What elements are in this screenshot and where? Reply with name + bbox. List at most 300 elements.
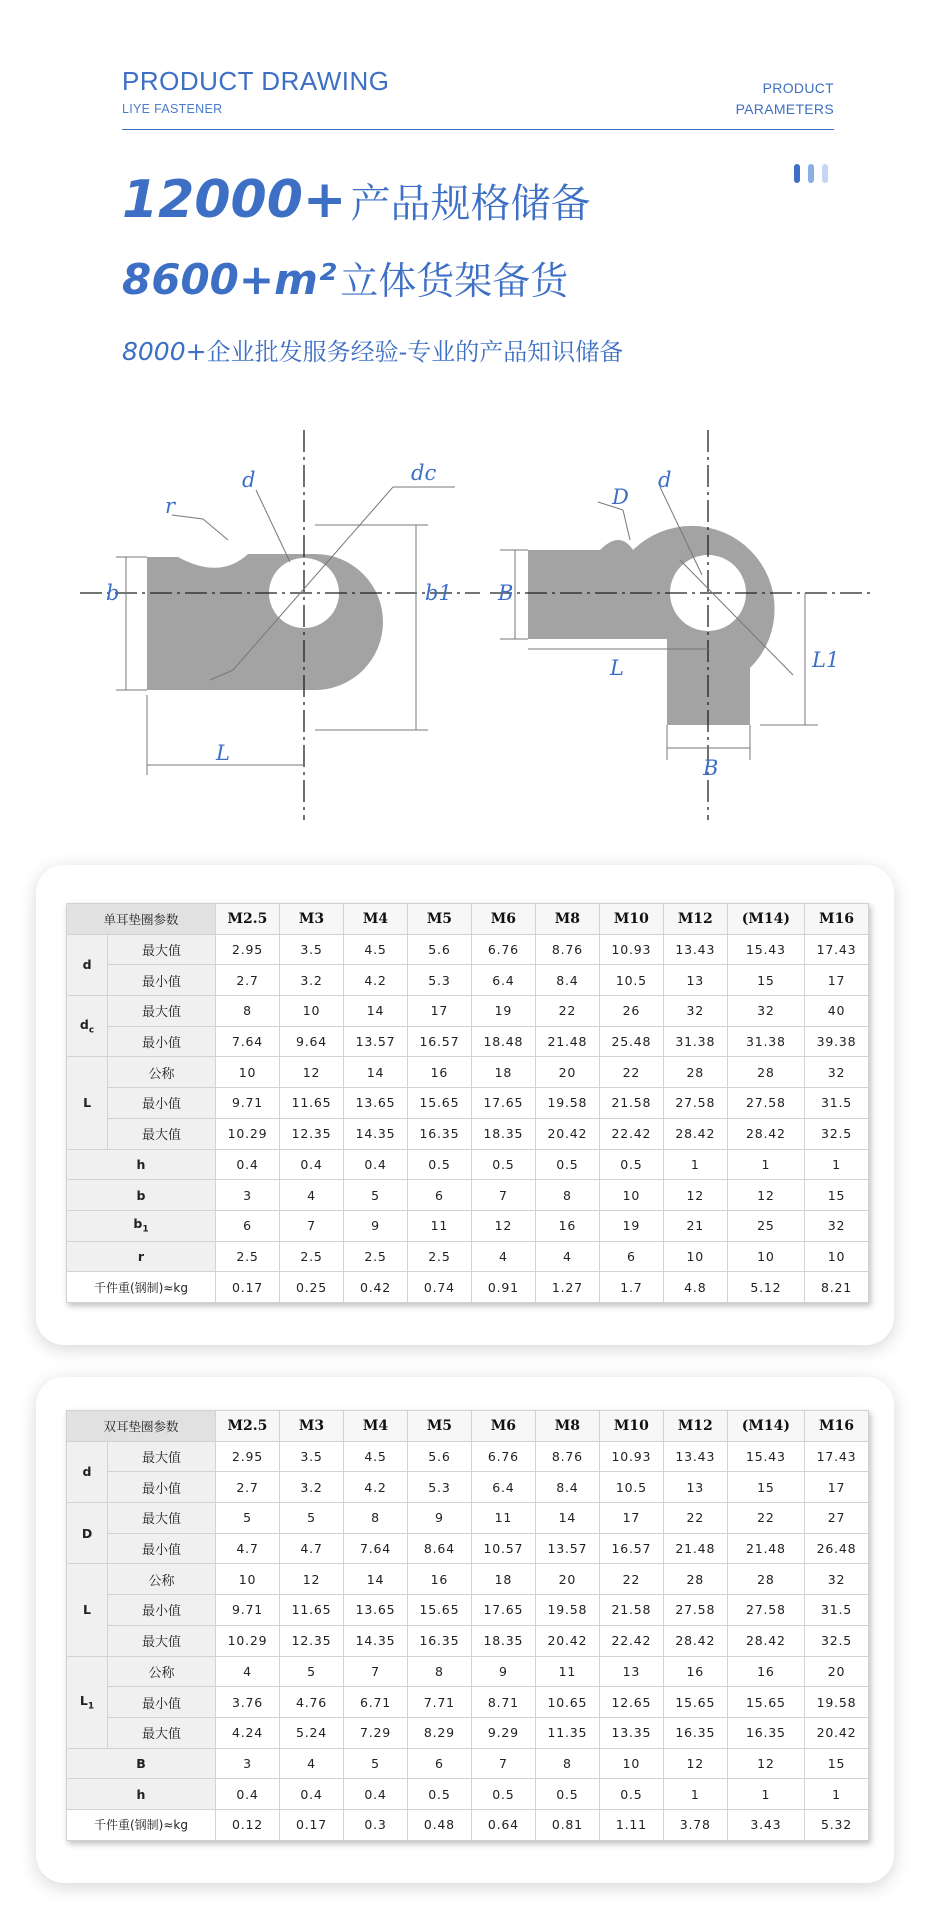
table-cell: 8 xyxy=(407,1656,471,1687)
table-cell: 10 xyxy=(280,996,344,1027)
table-cell: 0.4 xyxy=(280,1149,344,1180)
table-cell: 27.58 xyxy=(663,1595,727,1626)
table-cell: 3.5 xyxy=(280,934,344,965)
table-cell: 13.65 xyxy=(343,1088,407,1119)
table-cell: 16.57 xyxy=(599,1533,663,1564)
table-cell: 15.65 xyxy=(407,1088,471,1119)
table-cell: 17 xyxy=(599,1503,663,1534)
table-cell: 0.12 xyxy=(215,1809,279,1840)
table-cell: 1 xyxy=(804,1779,868,1810)
table-cell: 31.38 xyxy=(727,1026,804,1057)
label-B-left: B xyxy=(498,581,514,605)
parameter-label: h xyxy=(67,1779,216,1810)
stat-specs-number: 12000+ xyxy=(122,170,347,230)
table-cell: 3.2 xyxy=(280,1472,344,1503)
table-cell: 2.5 xyxy=(215,1241,279,1272)
column-header: M10 xyxy=(599,904,663,935)
table-cell: 0.81 xyxy=(535,1809,599,1840)
table-cell: 28 xyxy=(663,1057,727,1088)
label-d-right: d xyxy=(658,468,672,492)
table-row xyxy=(67,1564,869,1595)
table-cell: 17.65 xyxy=(471,1088,535,1119)
table-cell: 17 xyxy=(407,996,471,1027)
parameter-label: $L_1$ xyxy=(67,1656,108,1748)
table-cell: 0.5 xyxy=(599,1779,663,1810)
table-cell: 9.64 xyxy=(280,1026,344,1057)
table-row xyxy=(67,1057,869,1088)
table-cell: 5.6 xyxy=(407,1441,471,1472)
table-cell: 4.7 xyxy=(280,1533,344,1564)
table-cell: 10 xyxy=(599,1748,663,1779)
table-cell: 13.43 xyxy=(663,934,727,965)
table-cell: 15 xyxy=(727,965,804,996)
table-cell: 13 xyxy=(663,1472,727,1503)
table-cell: 10.29 xyxy=(215,1625,279,1656)
stat-experience-text: 企业批发服务经验-专业的产品知识储备 xyxy=(206,338,624,366)
table-cell: 16 xyxy=(407,1057,471,1088)
column-header: M3 xyxy=(280,904,344,935)
parameter-label: B xyxy=(67,1748,216,1779)
table-cell: 20 xyxy=(535,1057,599,1088)
table-cell: 12 xyxy=(727,1748,804,1779)
table-cell: 4.7 xyxy=(215,1533,279,1564)
table-cell: 19.58 xyxy=(535,1595,599,1626)
table-cell: 8.4 xyxy=(535,1472,599,1503)
table-cell: 28 xyxy=(663,1564,727,1595)
table-cell: 17.65 xyxy=(471,1595,535,1626)
table-cell: 11.65 xyxy=(280,1088,344,1119)
table-cell: 7 xyxy=(471,1748,535,1779)
table-cell: 16.57 xyxy=(407,1026,471,1057)
table-cell: 25 xyxy=(727,1210,804,1241)
label-B-bottom: B xyxy=(703,756,719,780)
double-ear-washer-table xyxy=(66,1410,869,1841)
table-cell: 16.35 xyxy=(727,1717,804,1748)
table-cell: 5.32 xyxy=(804,1809,868,1840)
table-cell: 0.5 xyxy=(471,1149,535,1180)
table-cell: 8.76 xyxy=(535,1441,599,1472)
table-cell: 15 xyxy=(804,1748,868,1779)
table-cell: 20 xyxy=(535,1564,599,1595)
table-row xyxy=(67,1118,869,1149)
table-row xyxy=(67,1441,869,1472)
table-cell: 11.35 xyxy=(535,1717,599,1748)
table-cell: 25.48 xyxy=(599,1026,663,1057)
table-cell: 5 xyxy=(343,1180,407,1211)
table-cell: 17.43 xyxy=(804,1441,868,1472)
table-row xyxy=(67,1656,869,1687)
table-cell: 4 xyxy=(280,1180,344,1211)
table-cell: 0.3 xyxy=(343,1809,407,1840)
table-row xyxy=(67,1149,869,1180)
table-cell: 10 xyxy=(599,1180,663,1211)
table-cell: 32 xyxy=(804,1057,868,1088)
table-cell: 4.5 xyxy=(343,1441,407,1472)
table-cell: 8 xyxy=(535,1180,599,1211)
section-title: PRODUCT DRAWING xyxy=(122,66,390,96)
table-cell: 1 xyxy=(663,1779,727,1810)
table-cell: 22 xyxy=(535,996,599,1027)
table-row xyxy=(67,965,869,996)
column-header: (M14) xyxy=(727,904,804,935)
table-cell: 13.57 xyxy=(343,1026,407,1057)
table-cell: 4.8 xyxy=(663,1272,727,1303)
column-header: M16 xyxy=(804,1411,868,1442)
table-cell: 13 xyxy=(599,1656,663,1687)
column-header: M4 xyxy=(343,904,407,935)
table-row xyxy=(67,1687,869,1718)
column-header: M4 xyxy=(343,1411,407,1442)
right-label-line1: PRODUCT xyxy=(762,80,834,96)
table-cell: 10.65 xyxy=(535,1687,599,1718)
parameter-label: d xyxy=(67,1441,108,1502)
table-title: 双耳垫圈参数 xyxy=(67,1411,216,1442)
table-cell: 8.76 xyxy=(535,934,599,965)
double-ear-washer-card xyxy=(36,1377,894,1883)
stat-warehouse-number: 8600+m² xyxy=(122,255,337,304)
table-cell: 21.48 xyxy=(663,1533,727,1564)
stat-experience-number: 8000+ xyxy=(122,337,207,366)
table-cell: 0.5 xyxy=(599,1149,663,1180)
label-L-right: L xyxy=(610,656,624,680)
table-cell: 2.7 xyxy=(215,965,279,996)
table-cell: 10 xyxy=(215,1564,279,1595)
table-cell: 17.43 xyxy=(804,934,868,965)
table-cell: 0.5 xyxy=(535,1779,599,1810)
double-ear-washer-drawing xyxy=(490,430,870,820)
single-ear-washer-drawing xyxy=(80,430,480,820)
table-cell: 8.64 xyxy=(407,1533,471,1564)
table-cell: 22.42 xyxy=(599,1625,663,1656)
table-cell: 2.5 xyxy=(407,1241,471,1272)
stat-warehouse-text: 立体货架备货 xyxy=(340,259,569,303)
table-cell: 0.4 xyxy=(280,1779,344,1810)
table-cell: 10.57 xyxy=(471,1533,535,1564)
table-cell: 7.64 xyxy=(215,1026,279,1057)
table-cell: 0.5 xyxy=(471,1779,535,1810)
table-cell: 14 xyxy=(535,1503,599,1534)
table-cell: 6.76 xyxy=(471,1441,535,1472)
table-cell: 18.35 xyxy=(471,1118,535,1149)
parameter-label: $d_c$ xyxy=(67,996,108,1057)
table-cell: 14.35 xyxy=(343,1118,407,1149)
table-cell: 22 xyxy=(599,1564,663,1595)
table-title: 单耳垫圈参数 xyxy=(67,904,216,935)
column-header: M2.5 xyxy=(215,904,279,935)
column-header: M10 xyxy=(599,1411,663,1442)
table-cell: 2.5 xyxy=(343,1241,407,1272)
table-cell: 31.5 xyxy=(804,1595,868,1626)
column-header: (M14) xyxy=(727,1411,804,1442)
table-cell: 11 xyxy=(535,1656,599,1687)
table-cell: 13.57 xyxy=(535,1533,599,1564)
table-cell: 3.5 xyxy=(280,1441,344,1472)
table-cell: 28.42 xyxy=(727,1625,804,1656)
table-row xyxy=(67,1241,869,1272)
table-cell: 19 xyxy=(599,1210,663,1241)
table-cell: 0.74 xyxy=(407,1272,471,1303)
parameter-sublabel: 公称 xyxy=(108,1057,216,1088)
table-cell: 3 xyxy=(215,1748,279,1779)
table-cell: 5 xyxy=(280,1656,344,1687)
table-cell: 15.65 xyxy=(727,1687,804,1718)
table-cell: 9 xyxy=(407,1503,471,1534)
table-cell: 7.29 xyxy=(343,1717,407,1748)
table-cell: 10.93 xyxy=(599,1441,663,1472)
table-cell: 16.35 xyxy=(663,1717,727,1748)
table-cell: 4.5 xyxy=(343,934,407,965)
label-D: D xyxy=(612,485,629,509)
table-cell: 22 xyxy=(663,1503,727,1534)
table-cell: 5 xyxy=(280,1503,344,1534)
table-header-row xyxy=(67,1411,869,1442)
column-header: M8 xyxy=(535,1411,599,1442)
table-cell: 6 xyxy=(215,1210,279,1241)
table-cell: 15 xyxy=(804,1180,868,1211)
table-cell: 20 xyxy=(804,1656,868,1687)
parameter-label: L xyxy=(67,1564,108,1656)
table-row xyxy=(67,1503,869,1534)
table-cell: 3.78 xyxy=(663,1809,727,1840)
table-cell: 22.42 xyxy=(599,1118,663,1149)
table-cell: 14 xyxy=(343,1564,407,1595)
table-cell: 5.3 xyxy=(407,1472,471,1503)
table-cell: 4.24 xyxy=(215,1717,279,1748)
table-row xyxy=(67,1088,869,1119)
section-subtitle: LIYE FASTENER xyxy=(122,102,223,116)
column-header: M6 xyxy=(471,1411,535,1442)
parameter-label: 千件重(钢制)≈kg xyxy=(67,1272,216,1303)
table-cell: 1.7 xyxy=(599,1272,663,1303)
table-row xyxy=(67,1210,869,1241)
table-cell: 6.4 xyxy=(471,965,535,996)
table-cell: 10 xyxy=(727,1241,804,1272)
table-cell: 21.58 xyxy=(599,1088,663,1119)
parameter-sublabel: 最大值 xyxy=(108,934,216,965)
table-cell: 1 xyxy=(804,1149,868,1180)
table-cell: 21.48 xyxy=(727,1533,804,1564)
table-cell: 28 xyxy=(727,1564,804,1595)
table-cell: 18.48 xyxy=(471,1026,535,1057)
table-cell: 3.2 xyxy=(280,965,344,996)
table-cell: 7 xyxy=(280,1210,344,1241)
table-cell: 0.91 xyxy=(471,1272,535,1303)
table-cell: 32 xyxy=(727,996,804,1027)
table-cell: 32 xyxy=(804,1564,868,1595)
table-cell: 8 xyxy=(215,996,279,1027)
table-row xyxy=(67,1272,869,1303)
parameter-sublabel: 公称 xyxy=(108,1564,216,1595)
table-cell: 27.58 xyxy=(663,1088,727,1119)
table-cell: 0.4 xyxy=(215,1149,279,1180)
table-cell: 13.35 xyxy=(599,1717,663,1748)
table-cell: 16.35 xyxy=(407,1118,471,1149)
table-row xyxy=(67,1533,869,1564)
table-cell: 20.42 xyxy=(535,1118,599,1149)
table-cell: 12.35 xyxy=(280,1625,344,1656)
label-L: L xyxy=(216,741,230,765)
table-cell: 4.76 xyxy=(280,1687,344,1718)
table-cell: 15.43 xyxy=(727,934,804,965)
table-cell: 9.71 xyxy=(215,1595,279,1626)
table-cell: 5.24 xyxy=(280,1717,344,1748)
single-ear-washer-card xyxy=(36,865,894,1345)
table-cell: 0.5 xyxy=(407,1149,471,1180)
table-cell: 12 xyxy=(280,1564,344,1595)
table-cell: 16 xyxy=(407,1564,471,1595)
table-cell: 17 xyxy=(804,965,868,996)
product-drawing xyxy=(70,430,870,820)
parameter-label: L xyxy=(67,1057,108,1149)
table-cell: 6.76 xyxy=(471,934,535,965)
table-cell: 9.29 xyxy=(471,1717,535,1748)
parameter-sublabel: 最大值 xyxy=(108,1441,216,1472)
parameter-label: D xyxy=(67,1503,108,1564)
table-cell: 16 xyxy=(535,1210,599,1241)
table-cell: 7.71 xyxy=(407,1687,471,1718)
table-cell: 0.25 xyxy=(280,1272,344,1303)
table-cell: 26 xyxy=(599,996,663,1027)
label-dc: dc xyxy=(411,461,437,485)
table-cell: 13.65 xyxy=(343,1595,407,1626)
column-header: M2.5 xyxy=(215,1411,279,1442)
table-cell: 7.64 xyxy=(343,1533,407,1564)
table-cell: 10.5 xyxy=(599,965,663,996)
table-cell: 0.17 xyxy=(280,1809,344,1840)
table-cell: 16 xyxy=(727,1656,804,1687)
parameter-label: 千件重(钢制)≈kg xyxy=(67,1809,216,1840)
table-cell: 12 xyxy=(663,1180,727,1211)
parameter-sublabel: 最小值 xyxy=(108,965,216,996)
table-cell: 27 xyxy=(804,1503,868,1534)
table-cell: 22 xyxy=(727,1503,804,1534)
parameter-label: d xyxy=(67,934,108,995)
table-cell: 15.65 xyxy=(663,1687,727,1718)
parameter-sublabel: 最大值 xyxy=(108,996,216,1027)
table-cell: 4 xyxy=(215,1656,279,1687)
table-row xyxy=(67,1748,869,1779)
table-cell: 9.71 xyxy=(215,1088,279,1119)
table-cell: 12 xyxy=(280,1057,344,1088)
table-cell: 13.43 xyxy=(663,1441,727,1472)
table-cell: 15.43 xyxy=(727,1441,804,1472)
table-cell: 0.4 xyxy=(343,1149,407,1180)
parameter-sublabel: 最大值 xyxy=(108,1625,216,1656)
parameter-label: $b_1$ xyxy=(67,1210,216,1241)
table-cell: 19.58 xyxy=(535,1088,599,1119)
column-header: M5 xyxy=(407,1411,471,1442)
table-cell: 32.5 xyxy=(804,1118,868,1149)
table-cell: 32 xyxy=(663,996,727,1027)
table-cell: 7 xyxy=(343,1656,407,1687)
table-cell: 4.2 xyxy=(343,965,407,996)
table-cell: 19.58 xyxy=(804,1687,868,1718)
single-ear-washer-shape xyxy=(147,554,383,690)
table-cell: 0.4 xyxy=(343,1779,407,1810)
table-cell: 0.64 xyxy=(471,1809,535,1840)
table-cell: 0.5 xyxy=(407,1779,471,1810)
single-ear-washer-table xyxy=(66,903,869,1303)
table-cell: 31.38 xyxy=(663,1026,727,1057)
table-cell: 9 xyxy=(343,1210,407,1241)
table-cell: 2.5 xyxy=(280,1241,344,1272)
table-cell: 6.4 xyxy=(471,1472,535,1503)
table-cell: 12.35 xyxy=(280,1118,344,1149)
table-cell: 6.71 xyxy=(343,1687,407,1718)
table-header-row xyxy=(67,904,869,935)
parameter-sublabel: 最小值 xyxy=(108,1472,216,1503)
table-cell: 5 xyxy=(215,1503,279,1534)
table-cell: 28.42 xyxy=(663,1625,727,1656)
table-cell: 32.5 xyxy=(804,1625,868,1656)
table-cell: 4 xyxy=(280,1748,344,1779)
table-row xyxy=(67,996,869,1027)
table-row xyxy=(67,934,869,965)
table-cell: 1.27 xyxy=(535,1272,599,1303)
table-cell: 28 xyxy=(727,1057,804,1088)
table-cell: 20.42 xyxy=(804,1717,868,1748)
table-cell: 2.7 xyxy=(215,1472,279,1503)
table-cell: 18 xyxy=(471,1564,535,1595)
table-cell: 3.76 xyxy=(215,1687,279,1718)
table-row xyxy=(67,1717,869,1748)
table-cell: 8.21 xyxy=(804,1272,868,1303)
table-row xyxy=(67,1625,869,1656)
stat-experience xyxy=(122,332,623,367)
column-header: M12 xyxy=(663,1411,727,1442)
parameter-label: r xyxy=(67,1241,216,1272)
table-cell: 15 xyxy=(727,1472,804,1503)
table-cell: 17 xyxy=(804,1472,868,1503)
table-cell: 11 xyxy=(407,1210,471,1241)
table-cell: 9 xyxy=(471,1656,535,1687)
table-cell: 26.48 xyxy=(804,1533,868,1564)
table-cell: 28.42 xyxy=(663,1118,727,1149)
table-cell: 6 xyxy=(599,1241,663,1272)
table-cell: 32 xyxy=(804,1210,868,1241)
table-cell: 0.48 xyxy=(407,1809,471,1840)
table-cell: 10 xyxy=(663,1241,727,1272)
parameter-sublabel: 最大值 xyxy=(108,1503,216,1534)
column-header: M12 xyxy=(663,904,727,935)
table-row xyxy=(67,1809,869,1840)
table-cell: 28.42 xyxy=(727,1118,804,1149)
table-cell: 21.58 xyxy=(599,1595,663,1626)
table-cell: 12 xyxy=(663,1748,727,1779)
table-cell: 8.71 xyxy=(471,1687,535,1718)
table-cell: 21.48 xyxy=(535,1026,599,1057)
table-cell: 3.43 xyxy=(727,1809,804,1840)
table-cell: 31.5 xyxy=(804,1088,868,1119)
table-cell: 39.38 xyxy=(804,1026,868,1057)
parameter-label: b xyxy=(67,1180,216,1211)
label-b: b xyxy=(106,581,120,605)
table-cell: 14.35 xyxy=(343,1625,407,1656)
right-label-line2: PARAMETERS xyxy=(735,101,834,117)
parameter-label: h xyxy=(67,1149,216,1180)
double-ear-washer-shape xyxy=(528,526,775,725)
label-L1: L1 xyxy=(812,648,840,672)
table-cell: 19 xyxy=(471,996,535,1027)
table-cell: 8.4 xyxy=(535,965,599,996)
table-cell: 12 xyxy=(471,1210,535,1241)
parameter-sublabel: 最小值 xyxy=(108,1687,216,1718)
table-cell: 1 xyxy=(727,1779,804,1810)
table-cell: 8.29 xyxy=(407,1717,471,1748)
table-cell: 27.58 xyxy=(727,1595,804,1626)
label-b1: b1 xyxy=(425,581,452,605)
column-header: M8 xyxy=(535,904,599,935)
